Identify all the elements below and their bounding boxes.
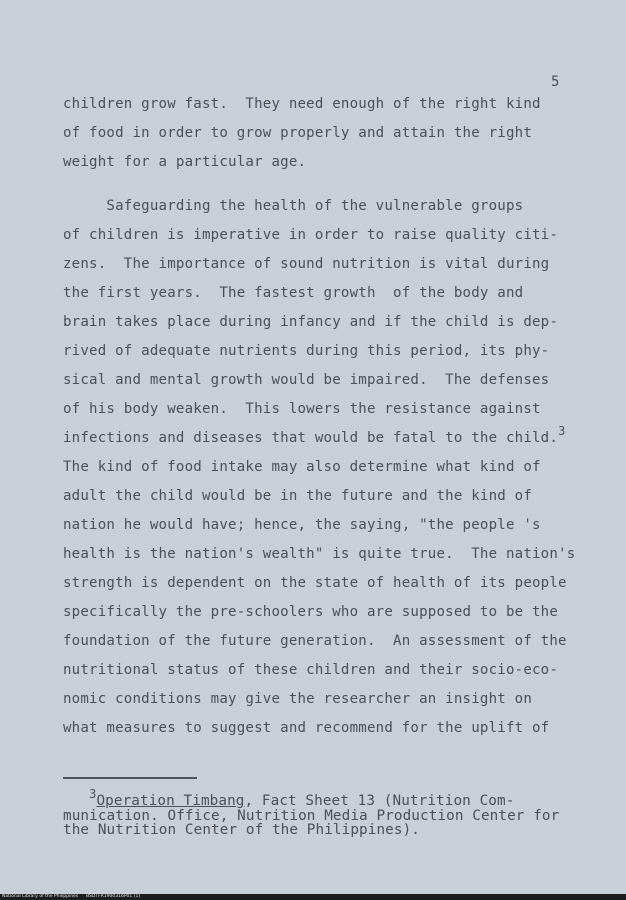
body-line-text: infections and diseases that would be fatal to the child. [63, 430, 559, 446]
page-number: 5 [551, 74, 560, 90]
body-line: nomic conditions may give the researcher an insight on [63, 691, 532, 707]
footnote-marker: 3 [89, 787, 97, 801]
body-line: health is the nation's wealth" is quite true. The nation's [63, 546, 576, 562]
body-line: sical and mental growth would be impaired. The defenses [63, 372, 550, 388]
body-line: nutritional status of these children and their socio-eco- [63, 662, 559, 678]
body-line: foundation of the future generation. An assessment of the [63, 633, 567, 649]
footnote-reference: 3 [558, 424, 566, 438]
footnote-title: Operation Timbang [96, 793, 245, 809]
body-line: zens. The importance of sound nutrition is vital during [63, 256, 550, 272]
scan-footer-strip [0, 894, 626, 900]
footnote-separator [63, 777, 197, 779]
archive-label: National Library of the Philippines [2, 894, 79, 899]
body-line: of food in order to grow properly and attain the right [63, 125, 532, 141]
body-line: weight for a particular age. [63, 154, 307, 170]
body-line: children grow fast. They need enough of the right kind [63, 96, 541, 112]
archive-id: BSDTFR1900316P01 (1) [86, 894, 141, 899]
body-line: of children is imperative in order to raise quality citi- [63, 227, 559, 243]
body-line: what measures to suggest and recommend for the uplift of [63, 720, 550, 736]
body-line: Safeguarding the health of the vulnerable groups [63, 198, 524, 214]
body-line: The kind of food intake may also determine what kind of [63, 459, 541, 475]
body-line-with-footnote-ref [63, 424, 566, 446]
footnote-citation: , Fact Sheet 13 (Nutrition Com- [244, 793, 515, 809]
footnote-line: the Nutrition Center of the Philippines). [63, 822, 421, 838]
body-line: specifically the pre-schoolers who are supposed to be the [63, 604, 559, 620]
footnote-line: munication. Office, Nutrition Media Production Center for [63, 808, 560, 824]
body-line: the first years. The fastest growth of the body and [63, 285, 524, 301]
body-line: brain takes place during infancy and if the child is dep- [63, 314, 559, 330]
body-line: nation he would have; hence, the saying, "the people 's [63, 517, 541, 533]
body-line: of his body weaken. This lowers the resistance against [63, 401, 541, 417]
footnote-line [63, 787, 515, 809]
body-line: strength is dependent on the state of health of its people [63, 575, 567, 591]
body-line: rived of adequate nutrients during this period, its phy- [63, 343, 550, 359]
body-line: adult the child would be in the future and the kind of [63, 488, 532, 504]
